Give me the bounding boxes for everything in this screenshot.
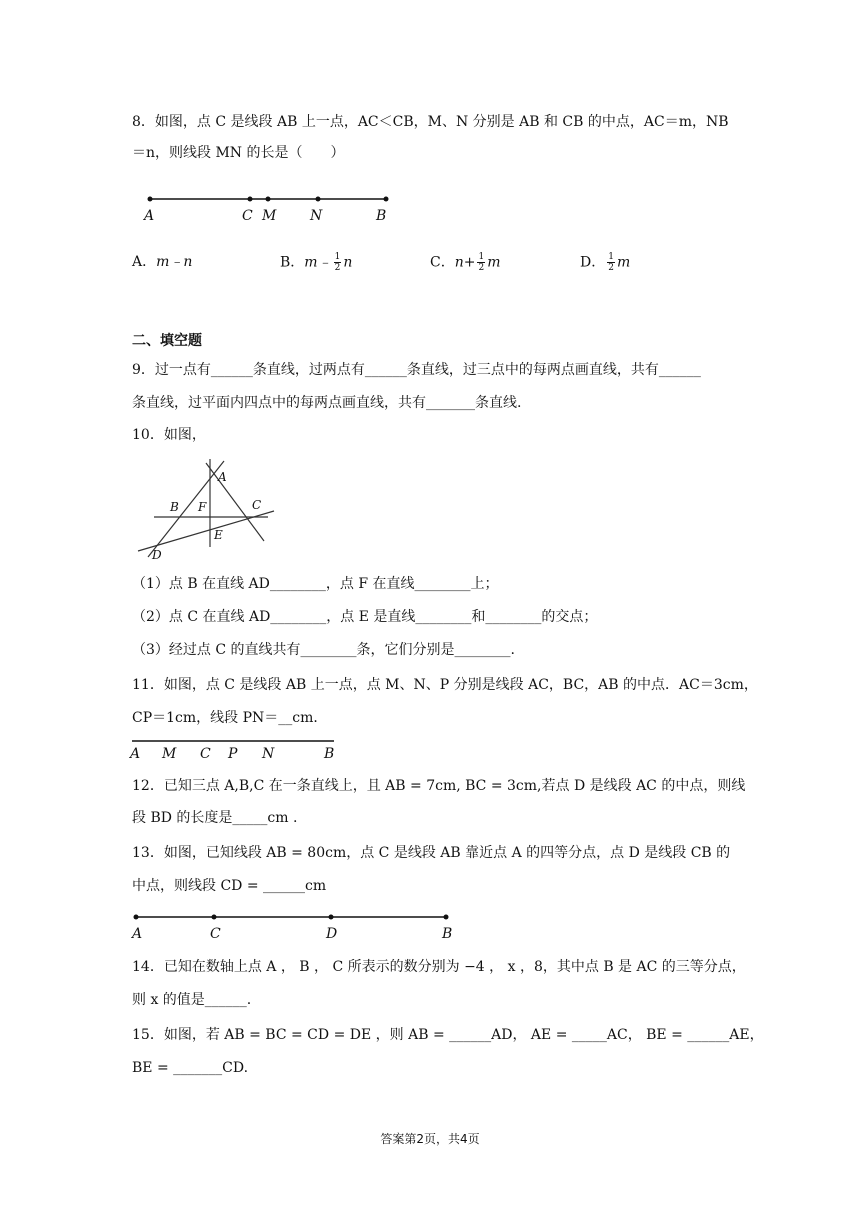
q10-label-c: C: [252, 498, 262, 512]
option-d[interactable]: D． $\frac{1}{2}$ m: [580, 252, 631, 273]
q11-line1: 11．如图，点 C 是线段 AB 上一点，点 M、N、P 分别是线段 AC，BC，AB 的中点．AC＝3cm，: [132, 677, 758, 693]
q11-label-c: C: [200, 746, 211, 762]
q14-line2: 则 x 的值是______.: [132, 992, 252, 1008]
fraction-one-half: $\frac{1}{2}$: [334, 252, 341, 273]
option-c[interactable]: C．n+ $\frac{1}{2}$ m: [430, 252, 501, 273]
q10-label-a: A: [218, 470, 227, 484]
q11-segment-figure: [128, 736, 348, 762]
q8-segment-figure: [138, 188, 398, 228]
q8-label-n: N: [310, 208, 323, 224]
q13-label-a: A: [132, 926, 143, 942]
q15-line2: BE = _______CD.: [132, 1060, 249, 1076]
q11-label-b: B: [324, 746, 335, 762]
option-b[interactable]: B．m﹣ $\frac{1}{2}$ n: [280, 252, 353, 273]
q8-options: [132, 252, 692, 276]
q10-label-f: F: [198, 500, 207, 514]
q10-sub3: （3）经过点 C 的直线共有________条，它们分别是________.: [132, 642, 515, 658]
q10-label-e: E: [214, 528, 223, 542]
q8-label-b: B: [376, 208, 387, 224]
q12-line2: 段 BD 的长度是_____cm .: [132, 810, 298, 826]
q10-label-d: D: [152, 548, 162, 562]
q8-line1: 8．如图，点 C 是线段 AB 上一点，AC＜CB，M、N 分别是 AB 和 CB 的中点，AC＝m，NB: [132, 114, 729, 130]
q13-line1: 13．如图，已知线段 AB = 80cm，点 C 是线段 AB 靠近点 A 的四等分点，点 D 是线段 CB 的: [132, 845, 731, 861]
q11-line2: CP＝1cm，线段 PN＝__cm．: [132, 710, 328, 726]
q13-label-c: C: [210, 926, 221, 942]
q14-line1: 14．已知在数轴上点 A ， B ， C 所表示的数分别为 −4 ， x ，8，其中点 B 是 AC 的三等分点，: [132, 959, 746, 975]
q11-label-a: A: [130, 746, 141, 762]
q13-label-b: B: [442, 926, 453, 942]
q11-label-n: N: [262, 746, 275, 762]
q10-label-b: B: [170, 500, 179, 514]
q10-lines-figure: [136, 455, 286, 567]
q13-line2: 中点，则线段 CD = ______cm: [132, 878, 327, 894]
q9-line1: 9．过一点有______条直线，过两点有______条直线，过三点中的每两点画直线，共有______: [132, 362, 701, 378]
page-footer: 答案第2页，共4页: [380, 1132, 480, 1146]
q12-line1: 12．已知三点 A,B,C 在一条直线上，且 AB = 7cm, BC = 3cm,若点 D 是线段 AC 的中点，则线: [132, 778, 746, 794]
q13-segment-figure: [128, 908, 458, 942]
q15-line1: 15．如图，若 AB = BC = CD = DE ，则 AB = ______AD， AE = _____AC， BE = ______AE，: [132, 1027, 764, 1043]
fraction-one-half: $\frac{1}{2}$: [478, 252, 485, 273]
q11-label-p: P: [228, 746, 238, 762]
fraction-one-half: $\frac{1}{2}$: [608, 252, 614, 273]
q10-line1: 10．如图，: [132, 427, 206, 443]
q11-label-m: M: [162, 746, 177, 762]
q8-line2: ＝n，则线段 MN 的长是（ ）: [132, 145, 345, 161]
q8-label-a: A: [144, 208, 155, 224]
option-a[interactable]: A．m﹣n: [132, 254, 193, 270]
q10-sub1: （1）点 B 在直线 AD________，点 F 在直线________上；: [132, 576, 499, 592]
q8-label-m: M: [262, 208, 277, 224]
section-title: 二、填空题: [132, 333, 202, 349]
q9-line2: 条直线，过平面内四点中的每两点画直线，共有_______条直线.: [132, 395, 522, 411]
q10-sub2: （2）点 C 在直线 AD________，点 E 是直线________和________的交点；: [132, 609, 598, 625]
q8-label-c: C: [242, 208, 253, 224]
q13-label-d: D: [326, 926, 338, 942]
